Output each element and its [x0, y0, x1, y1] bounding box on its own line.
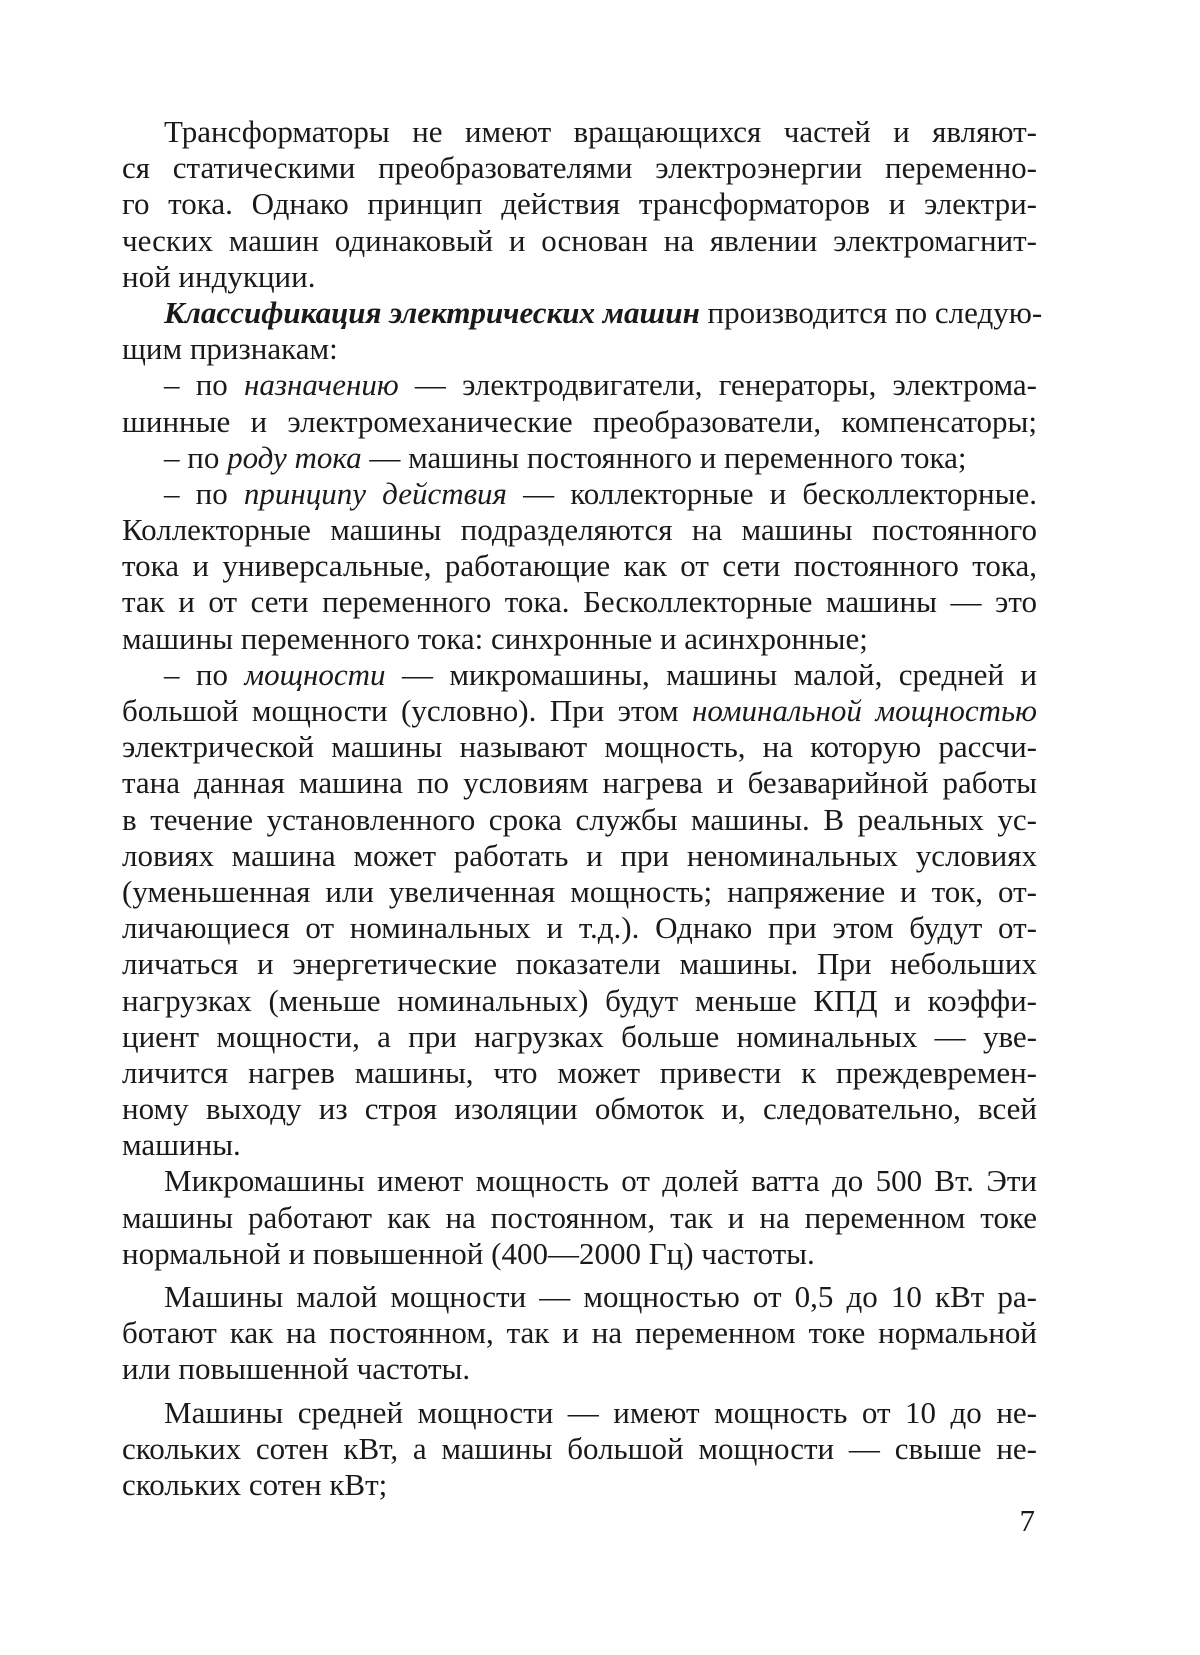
text-line: ной индукции. [122, 258, 316, 294]
italic-term: назначению [243, 367, 399, 403]
text-line: Микромашины имеют мощность от долей ватта до 500 Вт. Эти [164, 1163, 1037, 1199]
italic-term: роду тока [227, 439, 362, 475]
text-line: машины. [122, 1127, 241, 1163]
text-line: – по роду тока — машины постоянного и переменного тока; [164, 439, 967, 475]
text-line: личаться и энергетические показатели машины. При небольших [122, 946, 1037, 982]
text-line: циент мощности, а при нагрузках больше номинальных — уве- [122, 1018, 1037, 1054]
text-line: – по принципу действия — коллекторные и бесколлекторные. [164, 475, 1037, 511]
text-line: – по мощности — микромашины, машины малой, средней и [164, 656, 1037, 692]
text-line: нормальной и повышенной (400—2000 Гц) частоты. [122, 1235, 815, 1271]
text-line: личающиеся от номинальных и т.д.). Однако при этом будут от- [122, 910, 1037, 946]
italic-term: принципу действия [243, 475, 507, 511]
page-number: 7 [1019, 1503, 1035, 1538]
text-line: (уменьшенная или увеличенная мощность; напряжение и ток, от- [122, 873, 1037, 909]
text-line: электрической машины называют мощность, на которую рассчи- [122, 729, 1037, 765]
text-line: большой мощности (условно). При этом номинальной мощностью [122, 693, 1037, 728]
text-line: Машины малой мощности — мощностью от 0,5 до 10 кВт ра- [164, 1279, 1037, 1314]
text-line: го тока. Однако принцип действия трансформаторов и электри- [122, 186, 1037, 222]
text-line: или повышенной частоты. [122, 1351, 471, 1387]
text-line: Машины средней мощности — имеют мощность от 10 до не- [164, 1394, 1037, 1430]
text-line: Трансформаторы не имеют вращающихся частей и являют- [164, 114, 1037, 149]
text-line: ловиях машина может работать и при неноминальных условиях [122, 837, 1037, 873]
classification-term: Классификация электрических машин [164, 294, 700, 330]
text-line: так и от сети переменного тока. Бесколлекторные машины — это [122, 584, 1037, 620]
text-line: машины переменного тока: синхронные и асинхронные; [122, 620, 868, 656]
body-text [122, 114, 1043, 1503]
italic-term: номинальной мощностью [692, 693, 1037, 728]
text-line: ному выходу из строя изоляции обмоток и, следовательно, всей [122, 1091, 1037, 1127]
text-line: ческих машин одинаковый и основан на явлении электромагнит- [122, 222, 1037, 258]
text-line: Коллекторные машины подразделяются на машины постоянного [122, 512, 1037, 548]
italic-term: мощности [244, 656, 386, 692]
text-line: ся статическими преобразователями электроэнергии переменно- [122, 150, 1037, 186]
text-line: нагрузках (меньше номинальных) будут меньше КПД и коэффи- [122, 982, 1037, 1018]
text-line: тока и универсальные, работающие как от сети постоянного тока, [122, 548, 1037, 584]
text-line: щим признакам: [122, 331, 338, 367]
text-line: скольких сотен кВт; [122, 1466, 388, 1502]
text-line: – по назначению — электродвигатели, генераторы, электрома- [164, 367, 1037, 403]
text-line: шинные и электромеханические преобразователи, компенсаторы; [122, 403, 1037, 439]
text-line: Классификация электрических машин производится по следую- [164, 294, 1043, 330]
text-line: ботают как на постоянном, так и на переменном токе нормальной [122, 1315, 1037, 1351]
text-line: в течение установленного срока службы машины. В реальных ус- [122, 801, 1037, 837]
text-line: машины работают как на постоянном, так и на переменном токе [122, 1199, 1037, 1235]
text-line: тана данная машина по условиям нагрева и безаварийной работы [122, 765, 1037, 801]
text-line: скольких сотен кВт, а машины большой мощности — свыше не- [122, 1430, 1037, 1466]
text-line: личится нагрев машины, что может привести к преждевремен- [122, 1054, 1037, 1090]
